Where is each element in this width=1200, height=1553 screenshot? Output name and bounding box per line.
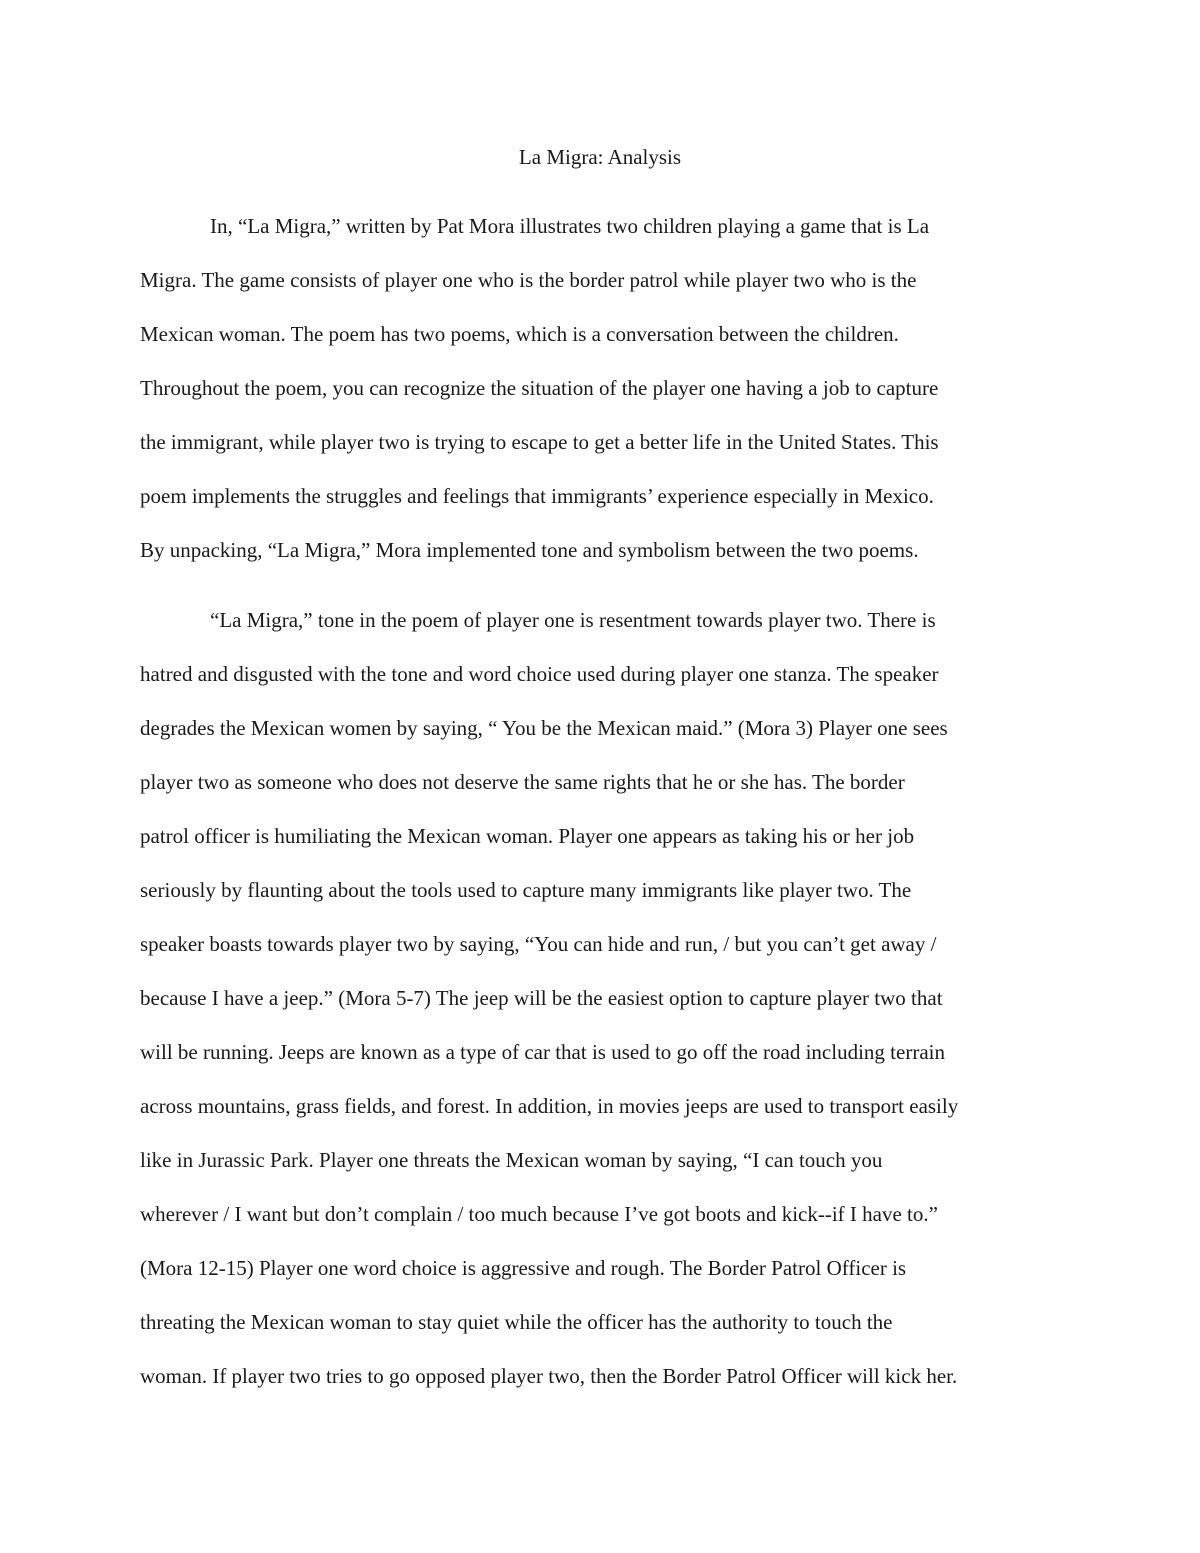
paragraph-line: because I have a jeep.” (Mora 5-7) The jeep will be the easiest option to capture player two that — [140, 986, 943, 1010]
paragraph-line: seriously by flaunting about the tools used to capture many immigrants like player two. The — [140, 878, 912, 902]
paragraph-line: hatred and disgusted with the tone and word choice used during player one stanza. The speaker — [140, 662, 939, 686]
paragraph-line: player two as someone who does not deserve the same rights that he or she has. The border — [140, 770, 905, 794]
paragraph-1 — [140, 199, 1070, 577]
paragraph-line: the immigrant, while player two is trying to escape to get a better life in the United States. This — [140, 430, 939, 454]
paragraph-line: threating the Mexican woman to stay quiet while the officer has the authority to touch the — [140, 1310, 893, 1334]
paragraph-line: speaker boasts towards player two by saying, “You can hide and run, / but you can’t get away / — [140, 932, 937, 956]
paragraph-line: By unpacking, “La Migra,” Mora implemented tone and symbolism between the two poems. — [140, 538, 919, 562]
paragraph-line: degrades the Mexican women by saying, “ You be the Mexican maid.” (Mora 3) Player one sees — [140, 716, 948, 740]
document-title: La Migra: Analysis — [518, 145, 682, 169]
paragraph-line: wherever / I want but don’t complain / too much because I’ve got boots and kick--if I have to.” — [140, 1202, 938, 1226]
paragraph-line: poem implements the struggles and feelings that immigrants’ experience especially in Mexico. — [140, 484, 934, 508]
paragraph-line: woman. If player two tries to go opposed player two, then the Border Patrol Officer will kick her. — [140, 1364, 958, 1388]
paragraph-2 — [140, 593, 1070, 1403]
paragraph-line: Throughout the poem, you can recognize the situation of the player one having a job to capture — [140, 376, 939, 400]
paragraph-line: like in Jurassic Park. Player one threats the Mexican woman by saying, “I can touch you — [140, 1148, 883, 1172]
paragraph-line: Mexican woman. The poem has two poems, which is a conversation between the children. — [140, 322, 899, 346]
paragraph-line: will be running. Jeeps are known as a type of car that is used to go off the road including terrain — [140, 1040, 945, 1064]
paragraph-line: Migra. The game consists of player one who is the border patrol while player two who is the — [140, 268, 917, 292]
paragraph-line: (Mora 12-15) Player one word choice is aggressive and rough. The Border Patrol Officer is — [140, 1256, 907, 1280]
paragraph-line: In, “La Migra,” written by Pat Mora illustrates two children playing a game that is La — [210, 214, 930, 238]
paragraph-line: across mountains, grass fields, and forest. In addition, in movies jeeps are used to transport easily — [140, 1094, 959, 1118]
paragraph-line: “La Migra,” tone in the poem of player one is resentment towards player two. There is — [210, 608, 936, 632]
paragraph-line: patrol officer is humiliating the Mexican woman. Player one appears as taking his or her job — [140, 824, 915, 848]
